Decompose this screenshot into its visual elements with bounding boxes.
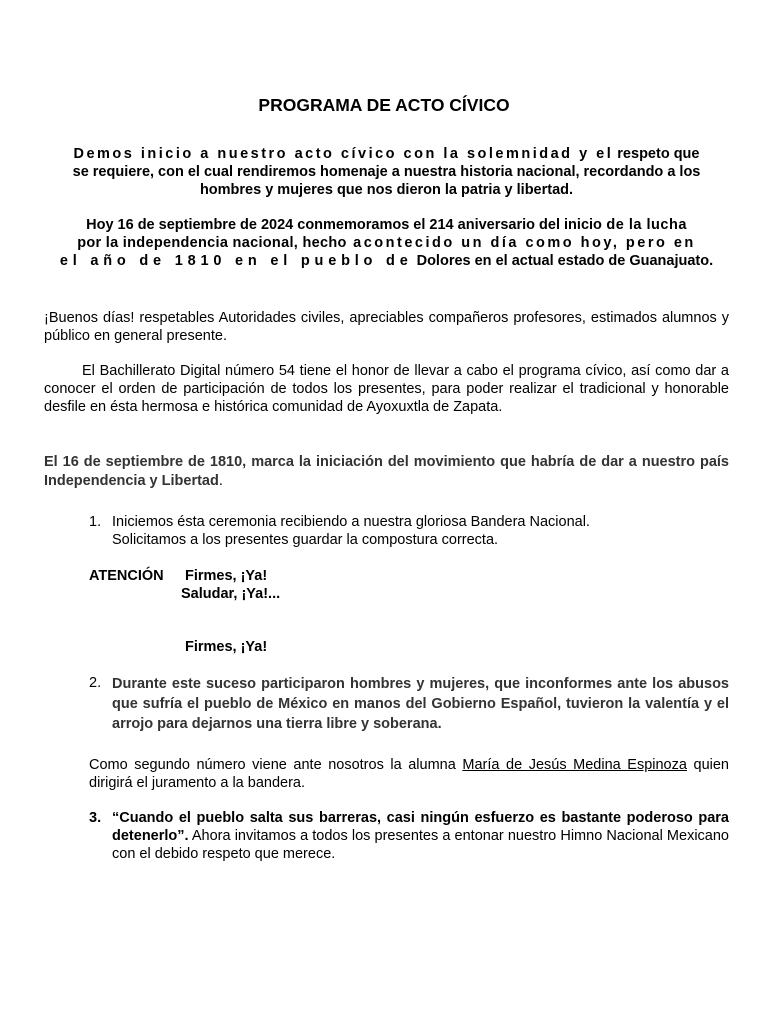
firmes-command-2: Firmes, ¡Ya! <box>185 639 268 655</box>
firmes-command: Firmes, ¡Ya! <box>185 568 268 584</box>
list-item-3-text: “Cuando el pueblo salta sus barreras, casi ningún esfuerzo es bastante poderoso para detenerlo”. Ahora invitamos a todos los presentes a entonar nuestro Himno Nacional Mexicano con el debido respeto que merece. <box>112 810 729 862</box>
intro-line-2: se requiere, con el cual rendiremos homenaje a nuestra historia nacional, recordando a los <box>72 164 701 180</box>
date-paragraph <box>44 216 729 270</box>
list-item-1 <box>89 513 590 549</box>
quote-text: “Cuando el pueblo salta sus barreras, casi ningún esfuerzo es bastante poderoso para detenerlo”. <box>112 810 729 844</box>
student-name: María de Jesús Medina Espinoza <box>462 757 687 773</box>
second-number-paragraph: Como segundo número viene ante nosotros la alumna María de Jesús Medina Espinoza quien dirigirá el juramento a la bandera. <box>89 757 729 791</box>
intro-paragraph <box>44 145 729 199</box>
list-item-2 <box>89 674 729 734</box>
program-intro-paragraph: El Bachillerato Digital número 54 tiene el honor de llevar a cabo el programa cívico, así como dar a conocer el orden de participación de todos los presentes, para poder realizar el tradicional y honorable desfile en ésta hermosa e histórica comunidad de Ayoxuxtla de Zapata. <box>44 363 729 415</box>
intro-line-3: hombres y mujeres que nos dieron la patria y libertad. <box>199 182 574 198</box>
date-line-3: el año de 1810 en el pueblo de Dolores en el actual estado de Guanajuato. <box>59 253 714 269</box>
saludar-command: Saludar, ¡Ya!... <box>181 586 281 602</box>
intro-line-1: Demos inicio a nuestro acto cívico con la solemnidad y el respeto que <box>73 146 700 162</box>
greeting-paragraph: ¡Buenos días! respetables Autoridades civiles, apreciables compañeros profesores, estimados alumnos y público en general presente. <box>44 310 729 344</box>
attention-command: ATENCIÓN <box>89 568 164 584</box>
document-title: PROGRAMA DE ACTO CÍVICO <box>258 95 510 115</box>
list-item-3 <box>89 809 729 863</box>
list-number: 1. <box>89 514 102 530</box>
list-number: 2. <box>89 675 102 691</box>
date-line-1: Hoy 16 de septiembre de 2024 conmemoramos el 214 aniversario del inicio de la lucha <box>86 217 687 233</box>
list-item-1-line-1: Iniciemos ésta ceremonia recibiendo a nuestra gloriosa Bandera Nacional. <box>112 514 590 530</box>
date-line-2: por la independencia nacional, hecho acontecido un día como hoy, pero en <box>77 235 696 251</box>
history-paragraph: El 16 de septiembre de 1810, marca la iniciación del movimiento que habría de dar a nuestro país Independencia y Libertad. <box>44 454 729 489</box>
list-number: 3. <box>89 810 102 826</box>
list-item-2-text: Durante este suceso participaron hombres y mujeres, que inconformes ante los abusos que sufría el pueblo de México en manos del Gobierno Español, tuvieron la valentía y el arrojo para dejarnos una tierra libre y soberana. <box>112 676 729 732</box>
list-item-1-line-2: Solicitamos a los presentes guardar la compostura correcta. <box>112 532 499 548</box>
